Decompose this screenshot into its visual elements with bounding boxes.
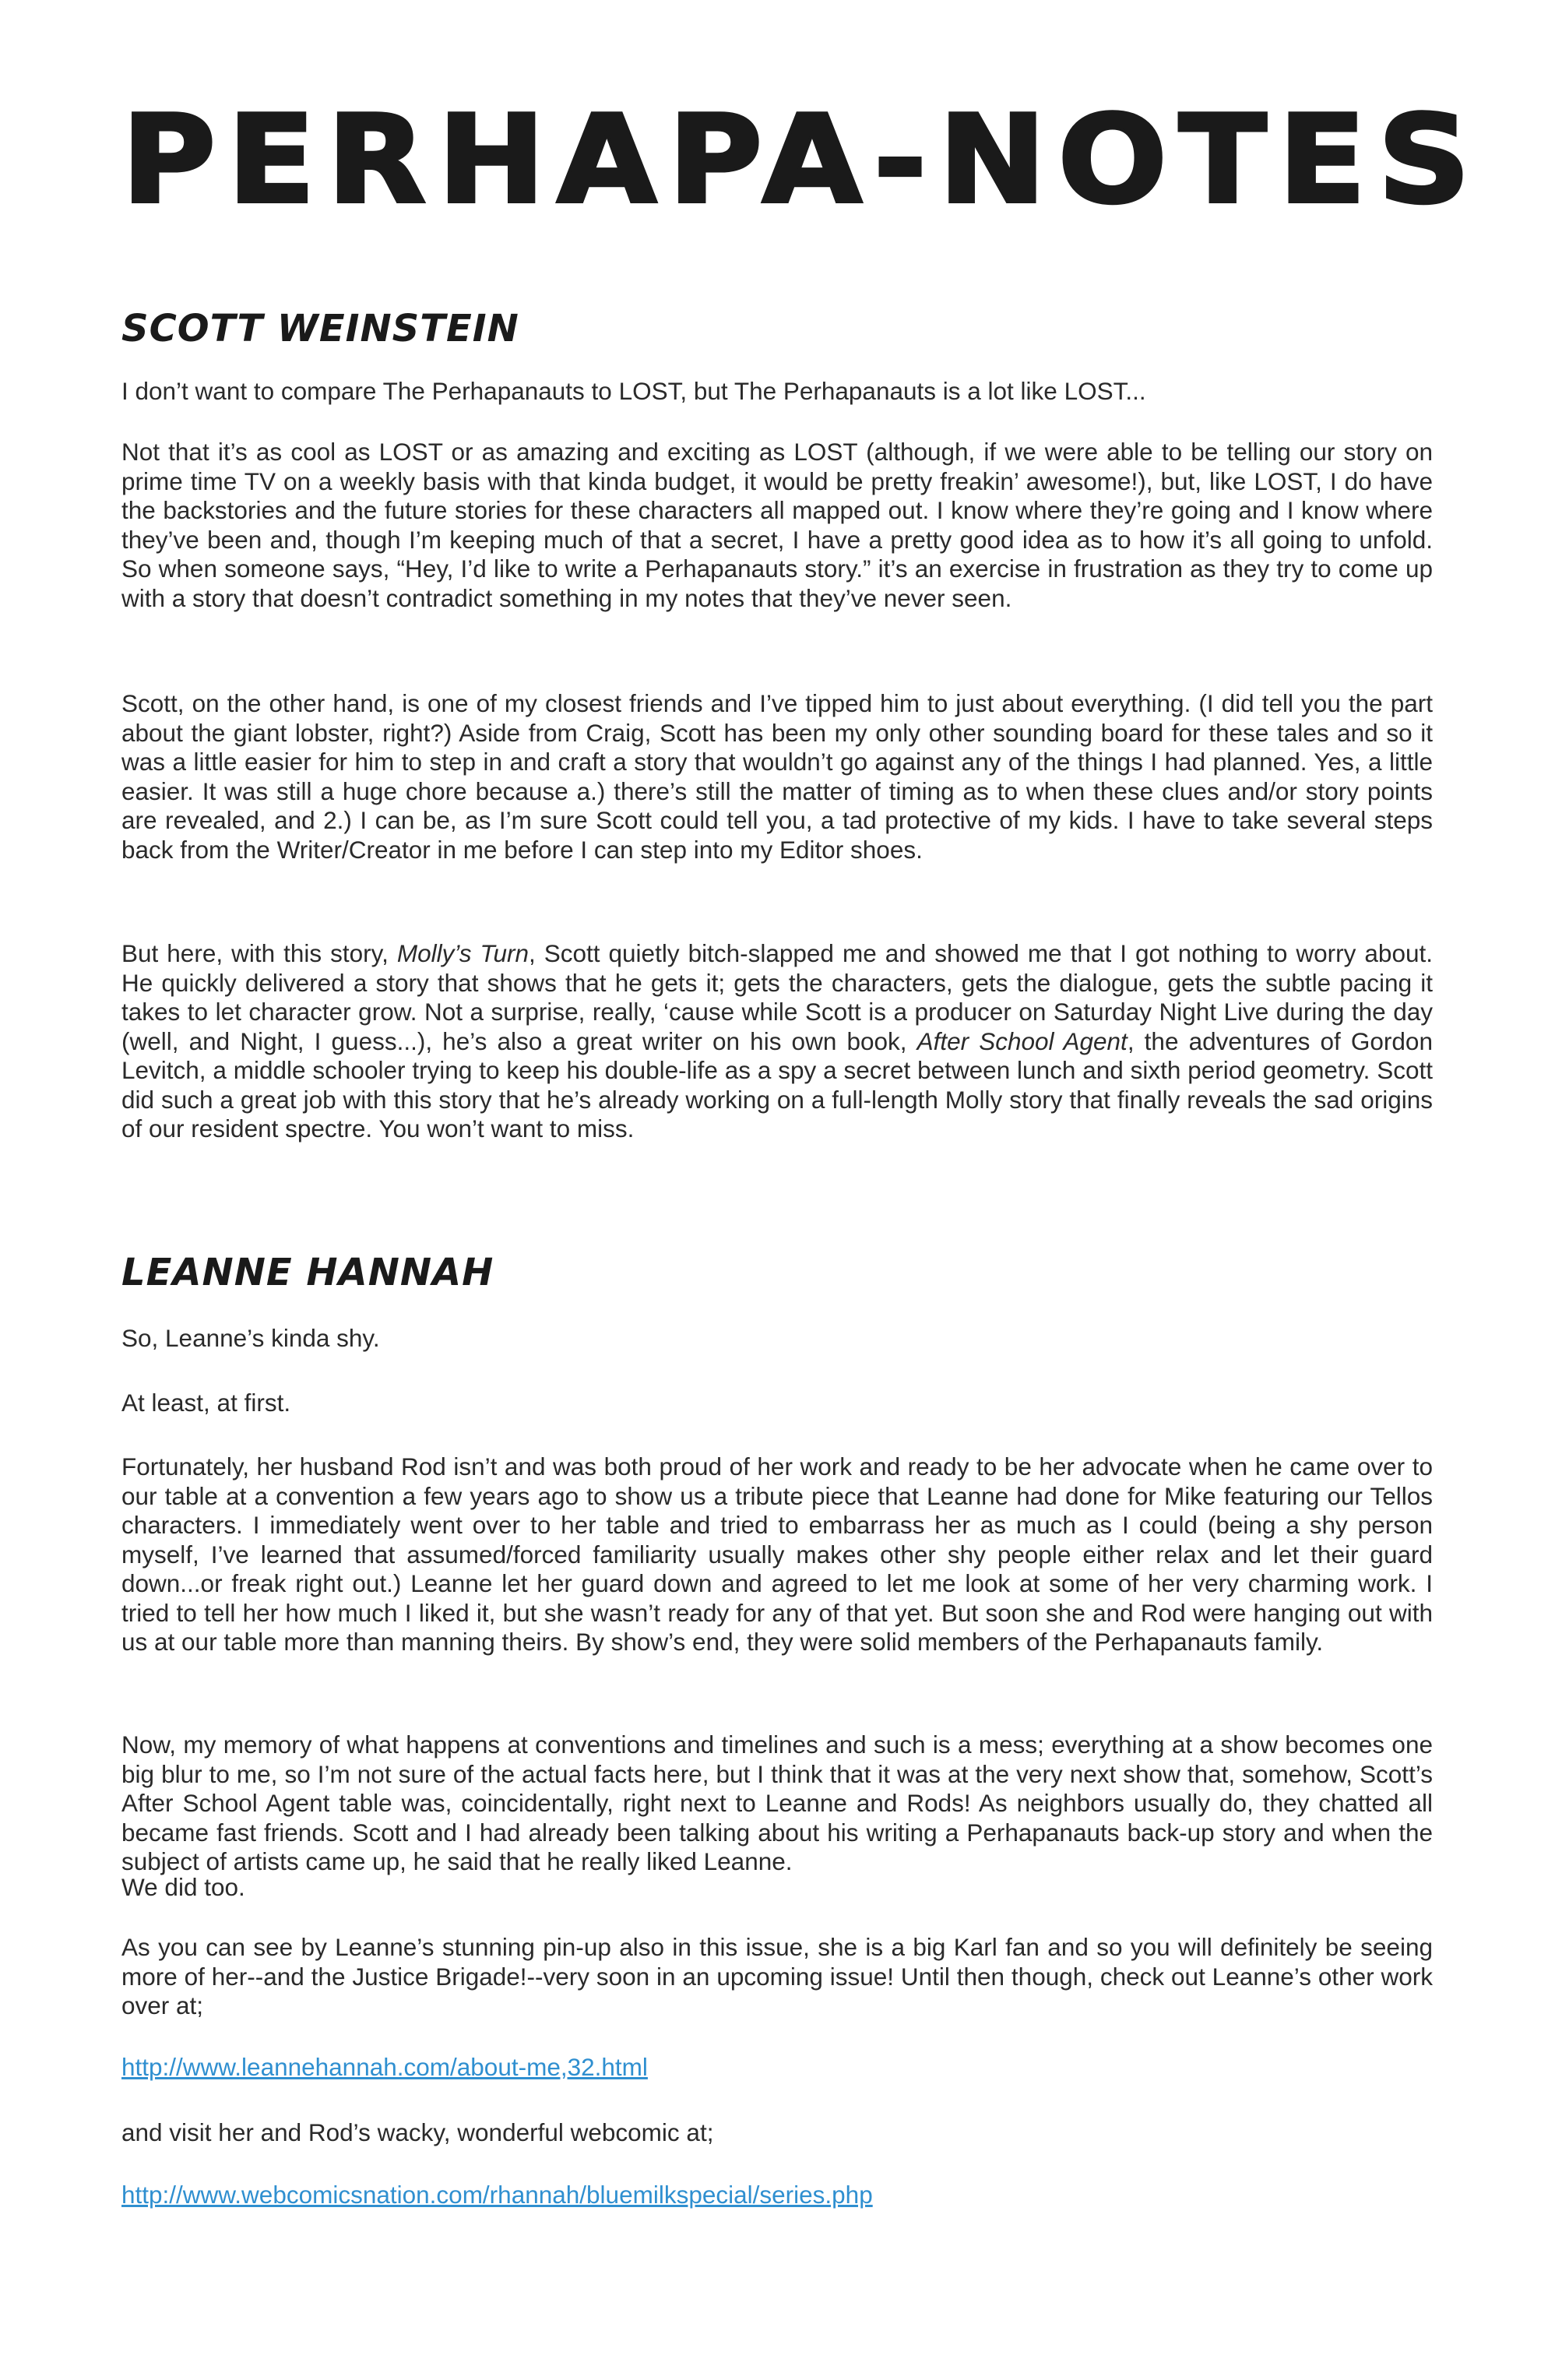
scott-paragraph-4 xyxy=(121,939,1433,1144)
leanne-paragraph-7: and visit her and Rod’s wacky, wonderful webcomic at; xyxy=(121,2118,714,2146)
webcomic-link[interactable]: http://www.webcomicsnation.com/rhannah/bluemilkspecial/series.php xyxy=(121,2181,873,2209)
leanne-paragraph-6: As you can see by Leanne’s stunning pin-up also in this issue, she is a big Karl fan and so you will definitely be seeing more of her--and the Justice Brigade!--very soon in an upcoming issue! Until then though, check out Leanne’s other work over at; xyxy=(121,1933,1433,2019)
section-heading-scott-weinstein: SCOTT WEINSTEIN xyxy=(121,307,519,350)
leanne-website-link[interactable]: http://www.leannehannah.com/about-me,32.html xyxy=(121,2053,648,2081)
scott-paragraph-2: Not that it’s as cool as LOST or as amazing and exciting as LOST (although, if we were able to be telling our story on prime time TV on a weekly basis with that kinda budget, it would be pretty freakin’ awesome!), but, like LOST, I do have the backstories and the future stories for these characters all mapped out. I know where they’re going and I know where they’ve been and, though I’m keeping much of that a secret, I have a pretty good idea as to how it’s all going to unfold. So when someone says, “Hey, I’d like to write a Perhapanauts story.” it’s an exercise in frustration as they try to come up with a story that doesn’t contradict something in my notes that they’ve never seen. xyxy=(121,438,1433,612)
section-heading-leanne-hannah: LEANNE HANNAH xyxy=(121,1251,494,1294)
leanne-paragraph-1: So, Leanne’s kinda shy. xyxy=(121,1324,380,1352)
book-title-after-school-agent: After School Agent xyxy=(916,1026,1128,1055)
scott-paragraph-3: Scott, on the other hand, is one of my closest friends and I’ve tipped him to just about everything. (I did tell you the part about the giant lobster, right?) Aside from Craig, Scott has been my only other sounding board for these tales and so it was a little easier for him to step in and craft a story that wouldn’t go against any of the things I had planned. Yes, a little easier. It was still a huge chore because a.) there’s still the matter of timing as to when these clues and/or story points are revealed, and 2.) I can be, as I’m sure Scott could tell you, a tad protective of my kids. I have to take several steps back from the Writer/Creator in me before I can step into my Editor shoes. xyxy=(121,689,1433,864)
scott-p4-text-b: , Scott quietly bitch-slapped me and showed me that I got nothing to worry about. He quickly delivered a story that shows that he gets it; gets the characters, gets the dialogue, gets the subtle pacing it takes to let character grow. Not a surprise, really, ‘cause while Scott is a producer on Saturday Night Live during the day (well, and Night, I guess...), he’s also a great writer on his own book, xyxy=(121,939,1433,1055)
story-title-mollys-turn: Molly’s Turn xyxy=(396,939,529,967)
leanne-paragraph-5: We did too. xyxy=(121,1873,245,1901)
leanne-paragraph-4: Now, my memory of what happens at conventions and timelines and such is a mess; everything at a show becomes one big blur to me, so I’m not sure of the actual facts here, but I think that it was at the very next show that, somehow, Scott’s After School Agent table was, coincidentally, right next to Leanne and Rods! As neighbors usually do, they chatted all became fast friends. Scott and I had already been talking about his writing a Perhapanauts back-up story and when the subject of artists came up, he said that he really liked Leanne. xyxy=(121,1730,1433,1875)
scott-p4-text-a: But here, with this story, xyxy=(121,939,397,967)
leanne-paragraph-3: Fortunately, her husband Rod isn’t and was both proud of her work and ready to be her advocate when he came over to our table at a convention a few years ago to show us a tribute piece that Leanne had done for Mike featuring our Tellos characters. I immediately went over to her table and tried to embarrass her as much as I could (being a shy person myself, I’ve learned that assumed/forced familiarity usually makes other shy people either relax and let their guard down...or freak right out.) Leanne let her guard down and agreed to let me look at some of her very charming work. I tried to tell her how much I liked it, but she wasn’t ready for any of that yet. But soon she and Rod were hanging out with us at our table more than manning theirs. By show’s end, they were solid members of the Perhapanauts family. xyxy=(121,1452,1433,1656)
leanne-paragraph-2: At least, at first. xyxy=(121,1389,291,1417)
scott-paragraph-1: I don’t want to compare The Perhapanauts to LOST, but The Perhapanauts is a lot like LOST... xyxy=(121,377,1146,405)
page-title: PERHAPA-NOTES xyxy=(121,89,1483,231)
scott-p4-text-c: , the adventures of Gordon Levitch, a middle schooler trying to keep his double-life as a spy a secret between lunch and sixth period geometry. Scott did such a great job with this story that he’s already working on a full-length Molly story that finally reveals the sad origins of our resident spectre. You won’t want to miss. xyxy=(121,1026,1433,1142)
